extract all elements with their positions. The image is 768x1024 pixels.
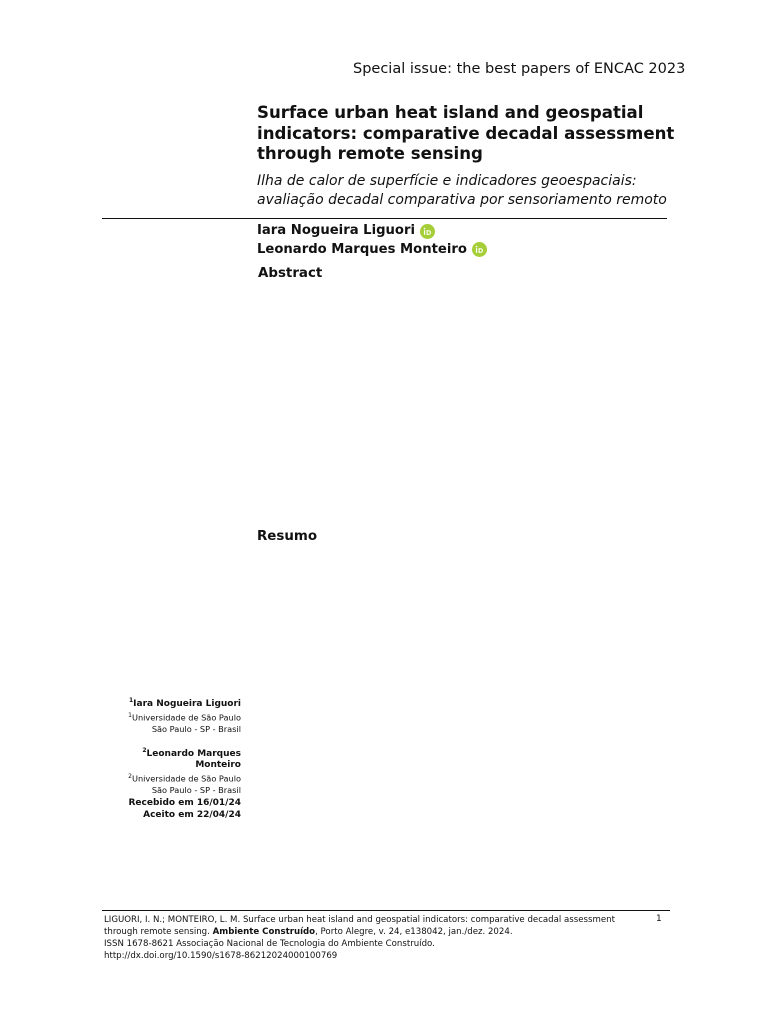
author-2 (257, 241, 487, 260)
issn-line: ISSN 1678-8621 Associação Nacional de Tecnologia do Ambiente Construído. (104, 939, 435, 949)
affiliation-2 (98, 745, 241, 796)
submission-dates (98, 797, 241, 821)
institution-sup: 1 (128, 712, 132, 719)
author-name: Iara Nogueira Liguori (257, 223, 416, 238)
affiliation-institution: Universidade de São Paulo (131, 773, 241, 784)
affiliation-location: São Paulo - SP - Brasil (151, 784, 241, 795)
affiliation-author-name: Iara Nogueira Liguori (133, 699, 241, 709)
special-issue-label: Special issue: the best papers of ENCAC 2023 (353, 61, 686, 77)
resumo-heading: Resumo (257, 529, 318, 544)
affiliation-sup: 1 (128, 697, 134, 704)
doi-link[interactable]: http://dx.doi.org/10.1590/s1678-86212024000100769 (104, 951, 338, 961)
affiliation-location: São Paulo - SP - Brasil (151, 723, 241, 734)
institution-sup: 2 (128, 773, 132, 780)
affiliation-1 (98, 695, 241, 735)
accepted-date: Aceito em 22/04/24 (143, 810, 241, 820)
article-title: Surface urban heat island and geospatial indicators: comparative decadal assessment through remote sensing (257, 103, 675, 163)
received-date: Recebido em 16/01/24 (128, 798, 241, 808)
author-list (257, 222, 487, 259)
footer-divider (102, 910, 670, 911)
author-name: Leonardo Marques Monteiro (257, 241, 467, 257)
footer-citation (104, 914, 624, 962)
abstract-heading: Abstract (258, 266, 323, 281)
citation-text: LIGUORI, I. N.; MONTEIRO, L. M. Surface urban heat island and geospatial indicators: comparative decadal assessment through remote sensing. (104, 915, 615, 937)
affiliation-author-name: Leonardo Marques Monteiro (146, 749, 241, 770)
title-divider (102, 218, 667, 219)
author-1 (257, 222, 487, 241)
orcid-icon[interactable] (472, 242, 487, 257)
page-number: 1 (656, 914, 662, 924)
journal-name: Ambiente Construído (212, 927, 316, 937)
affiliation-sup: 2 (142, 747, 147, 754)
article-title-portuguese: Ilha de calor de superfície e indicadores geoespaciais: avaliação decadal comparativa por sensoriamento remoto (257, 173, 667, 208)
citation-details: , Porto Alegre, v. 24, e138042, jan./dez. 2024. (315, 927, 513, 937)
orcid-icon[interactable] (420, 224, 435, 239)
affiliation-institution: Universidade de São Paulo (131, 712, 241, 723)
